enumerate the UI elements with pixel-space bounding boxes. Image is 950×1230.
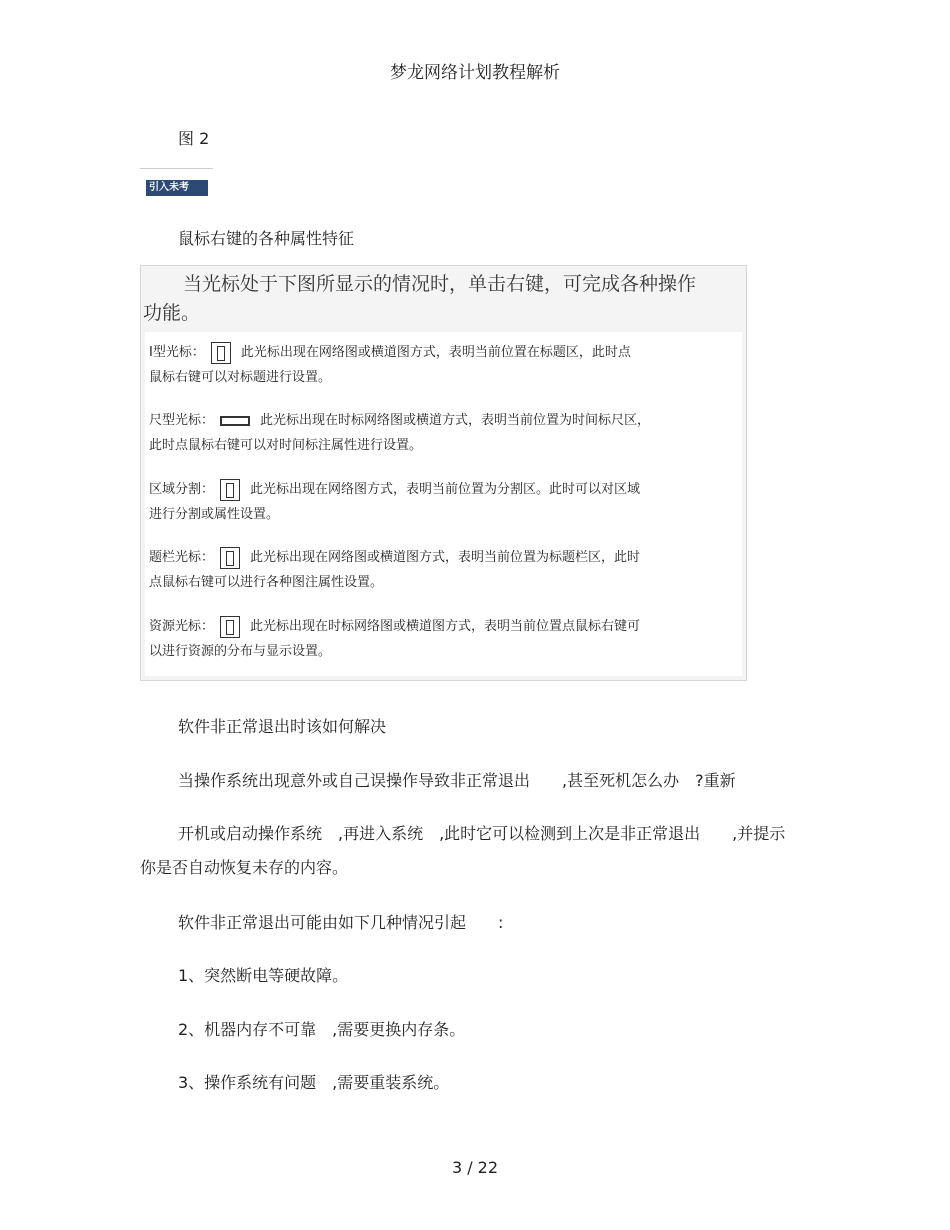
cursor-item-split [149,477,739,527]
ruler-cursor-icon [220,416,250,426]
cursor-desc-cont: 点鼠标右键可以进行各种图注属性设置。 [149,575,384,590]
figure-2-image-text: 引入未考 [146,180,208,196]
cursor-desc: 此光标出现在时标网络图或横道方式，表明当前位置为时间标尺区， [260,413,651,428]
cursor-name: 资源光标： [149,619,215,634]
screenshot-intro-line1: 当光标处于下图所显示的情况时，单击右键，可完成各种操作 [183,273,697,295]
section-heading-right-click: 鼠标右键的各种属性特征 [178,229,355,248]
cursor-desc: 此光标出现在网络图或横道图方式，表明当前位置在标题区，此时点 [240,345,631,360]
list-item-3: 3、操作系统有问题 ,需要重装系统。 [178,1073,450,1092]
figure-2-image [140,168,213,196]
list-item-2: 2、机器内存不可靠 ,需要更换内存条。 [178,1020,466,1039]
cursor-desc-cont: 以进行资源的分布与显示设置。 [149,644,332,659]
cursor-name: 题栏光标： [149,550,215,565]
i-beam-cursor-icon [211,342,231,364]
section-heading-abnormal-exit: 软件非正常退出时该如何解决 [178,717,387,736]
resource-cursor-icon [220,616,240,638]
figure-label: 图 2 [178,129,210,148]
cursor-item-title-bar [149,545,739,595]
cursor-desc-cont: 此时点鼠标右键可以对时间标注属性进行设置。 [149,438,423,453]
cursor-item-resource [149,614,739,664]
cursor-item-ruler [149,408,739,458]
screenshot-intro-line2: 功能。 [143,302,201,324]
list-item-1: 1、突然断电等硬故障。 [178,966,349,985]
paragraph-3: 软件非正常退出可能由如下几种情况引起 : [178,913,504,932]
cursor-desc: 此光标出现在网络图或横道图方式，表明当前位置为标题栏区，此时 [250,550,641,565]
cursor-item-i-beam [149,340,739,390]
cursor-name: 区域分割： [149,482,215,497]
title-bar-cursor-icon [220,547,240,569]
cursor-name: I型光标： [149,345,205,360]
paragraph-1: 当操作系统出现意外或自己误操作导致非正常退出 ,甚至死机怎么办 ?重新 [178,771,736,790]
cursor-name: 尺型光标： [149,413,215,428]
split-cursor-icon [220,479,240,501]
cursor-desc-cont: 鼠标右键可以对标题进行设置。 [149,370,332,385]
paragraph-2-line2: 你是否自动恢复未存的内容。 [140,858,349,877]
cursor-desc: 此光标出现在网络图方式，表明当前位置为分割区。此时可以对区域 [250,482,641,497]
page-number: 3 / 22 [451,1158,499,1177]
cursor-desc-cont: 进行分割或属性设置。 [149,507,280,522]
paragraph-2-line1: 开机或启动操作系统 ,再进入系统 ,此时它可以检测到上次是非正常退出 ,并提示 [178,824,786,843]
cursor-desc: 此光标出现在时标网络图或横道图方式，表明当前位置点鼠标右键可 [250,619,641,634]
screenshot-intro [141,270,746,328]
document-title: 梦龙网络计划教程解析 [390,63,560,83]
cursor-types-screenshot [140,265,747,681]
cursor-list [145,332,742,676]
